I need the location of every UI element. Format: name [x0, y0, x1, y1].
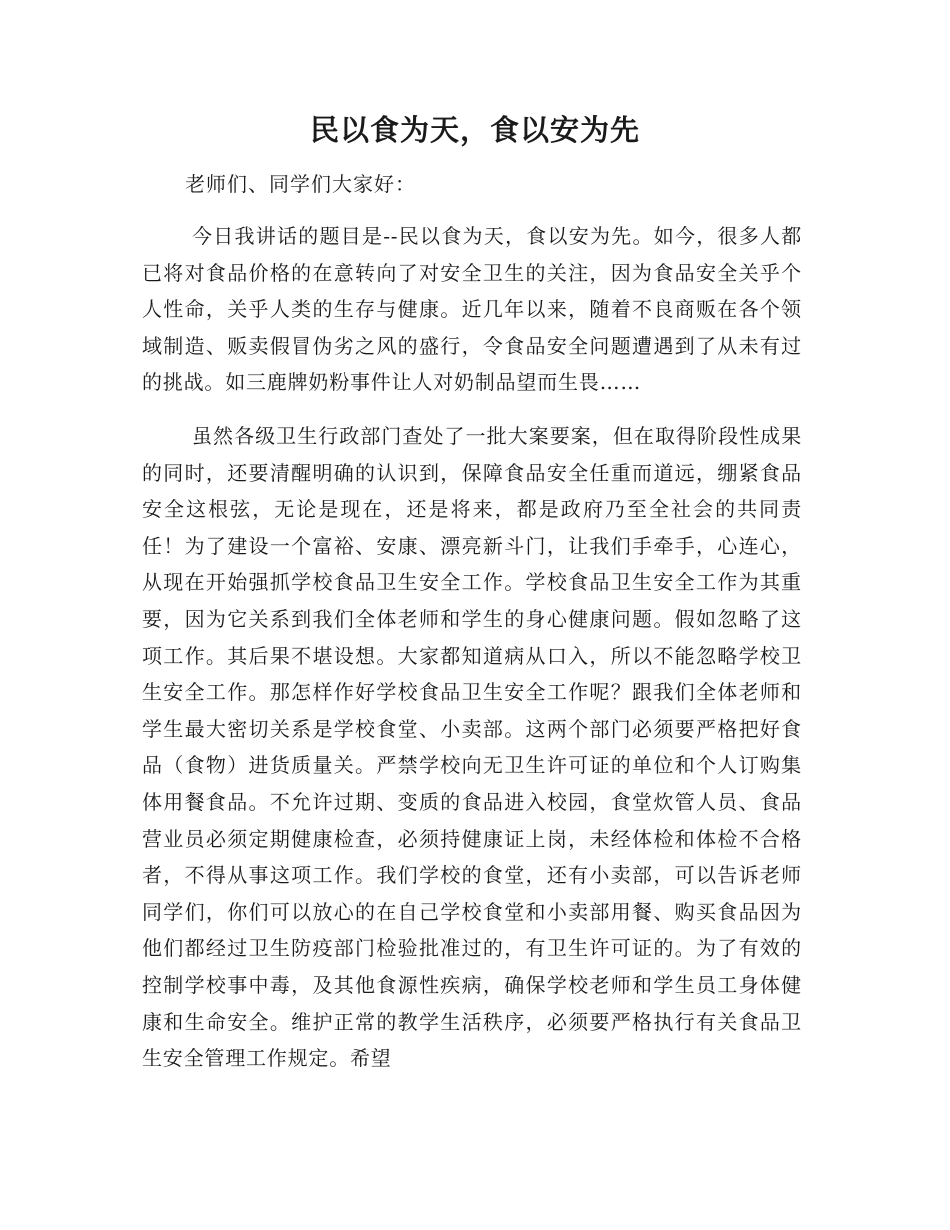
- body-paragraph-2: 虽然各级卫生行政部门查处了一批大案要案，但在取得阶段性成果的同时，还要清醒明确的认识到，保障食品安全任重而道远，绷紧食品安全这根弦，无论是现在，还是将来，都是政府乃至全社会的共同责任！为了建设一个富裕、安康、漂亮新斗门，让我们手牵手，心连心，从现在开始强抓学校食品卫生安全工作。学校食品卫生安全工作为其重要，因为它关系到我们全体老师和学生的身心健康问题。假如忽略了这项工作。其后果不堪设想。大家都知道病从口入，所以不能忽略学校卫生安全工作。那怎样作好学校食品卫生安全工作呢？跟我们全体老师和学生最大密切关系是学校食堂、小卖部。这两个部门必须要严格把好食品（食物）进货质量关。严禁学校向无卫生许可证的单位和个人订购集体用餐食品。不允许过期、变质的食品进入校园，食堂炊管人员、食品营业员必须定期健康检查，必须持健康证上岗，未经体检和体检不合格者，不得从事这项工作。我们学校的食堂，还有小卖部，可以告诉老师同学们，你们可以放心的在自己学校食堂和小卖部用餐、购买食品因为他们都经过卫生防疫部门检验批准过的，有卫生许可证的。为了有效的控制学校事中毒，及其他食源性疾病，确保学校老师和学生员工身体健康和生命安全。维护正常的教学生活秩序，必须要严格执行有关食品卫生安全管理工作规定。希望: [142, 424, 802, 1071]
- greeting-line: 老师们、同学们大家好：: [185, 172, 416, 196]
- page-title: 民以食为天，食以安为先: [309, 113, 640, 147]
- body-paragraph-1: 今日我讲话的题目是--民以食为天，食以安为先。如今，很多人都已将对食品价格的在意转向了对安全卫生的关注，因为食品安全关乎个人性命，关乎人类的生存与健康。近几年以来，随着不良商贩在各个领域制造、贩卖假冒伪劣之风的盛行，令食品安全问题遭遇到了从未有过的挑战。如三鹿牌奶粉事件让人对奶制品望而生畏……: [142, 224, 802, 395]
